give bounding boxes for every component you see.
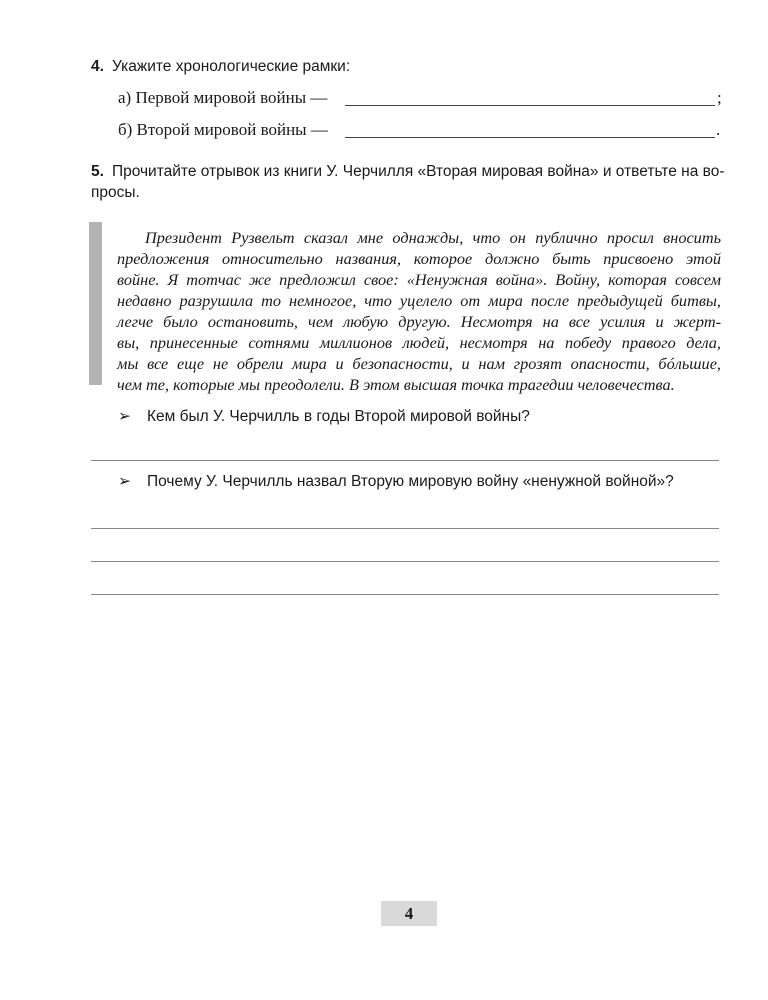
page-number: 4	[381, 901, 437, 926]
task-5-heading	[91, 161, 725, 203]
answer-field-4b[interactable]	[345, 120, 715, 138]
punct: .	[716, 120, 721, 139]
question-1	[118, 407, 530, 426]
question-text: Кем был У. Черчилль в годы Второй мировой войны?	[147, 408, 530, 425]
task-text: Прочитайте отрывок из книги У. Черчилля «Вторая мировая война» и ответьте на во-	[111, 163, 725, 180]
quote-line: мы все еще не обрели мира и безопасности, и нам грозят опасности, бóльшие,	[117, 354, 721, 373]
punct: ;	[717, 88, 722, 107]
arrow-bullet-icon: ➢	[118, 408, 131, 425]
quote-line: недавно разрушила то немногое, что уцелело от мира после предыдущей битвы,	[117, 291, 721, 310]
answer-line-1[interactable]	[91, 460, 719, 461]
quote-line: вы, принесенные сотнями миллионов людей, несмотря на победу правого дела,	[117, 333, 721, 352]
question-2	[118, 472, 674, 491]
answer-line-2[interactable]	[91, 528, 719, 529]
answer-line-3[interactable]	[91, 561, 719, 562]
quote-line: чем те, которые мы преодолели. В этом высшая точка трагедии человечества.	[117, 375, 675, 394]
question-text: Почему У. Черчилль назвал Вторую мировую войну «ненужной войной»?	[147, 473, 674, 490]
quote-line: легче было остановить, чем любую другую. Несмотря на все усилия и жерт-	[117, 312, 721, 331]
task-text: Укажите хронологические рамки:	[111, 58, 351, 75]
answer-line-4[interactable]	[91, 594, 719, 595]
task-number: 5.	[91, 163, 104, 180]
task-4a-label: а) Первой мировой войны —	[118, 88, 328, 107]
task-number: 4.	[91, 58, 104, 75]
churchill-quote	[117, 227, 721, 395]
quote-bar	[89, 222, 102, 385]
quote-line: предложения относительно названия, которое должно быть присвоено этой	[117, 249, 721, 268]
answer-field-4a[interactable]	[345, 88, 715, 106]
task-text: просы.	[91, 184, 140, 201]
arrow-bullet-icon: ➢	[118, 473, 131, 490]
quote-line: войне. Я тотчас же предложил свое: «Ненужная война». Войну, которая совсем	[117, 270, 721, 289]
quote-line: Президент Рузвельт сказал мне однажды, что он публично просил вносить	[145, 228, 721, 247]
task-4-heading	[91, 58, 350, 76]
task-4b-label: б) Второй мировой войны —	[118, 120, 328, 139]
